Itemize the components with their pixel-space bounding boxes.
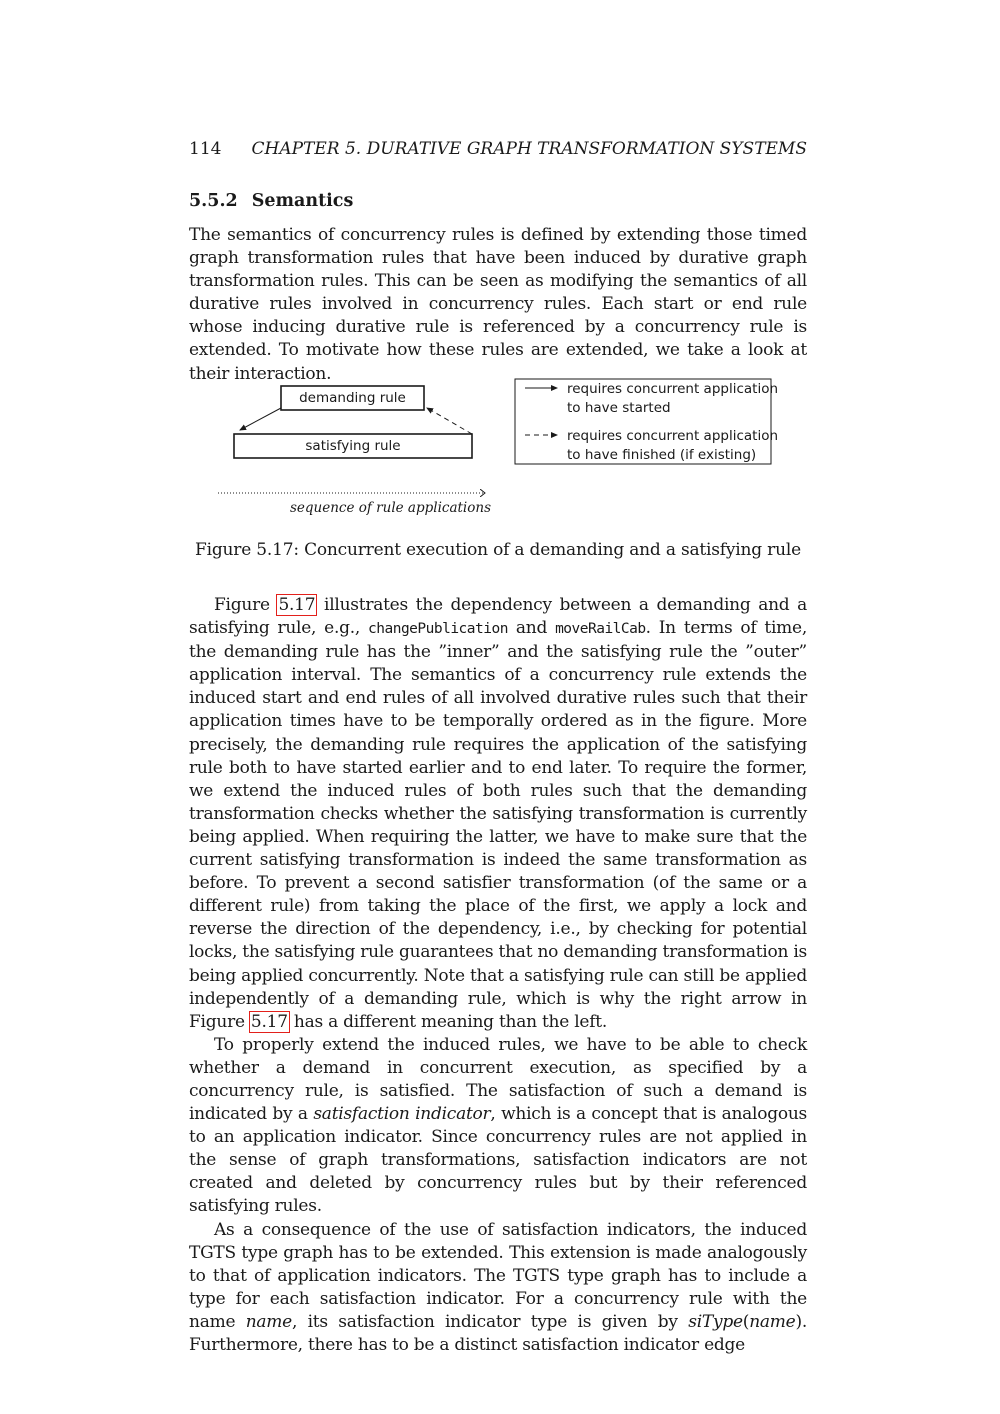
paragraph-satisfaction xyxy=(189,1034,807,1219)
figure-diagram xyxy=(189,372,807,522)
paragraph-dependency xyxy=(189,594,807,1034)
sequence-axis-label: sequence of rule applications xyxy=(289,500,491,516)
figure-5-17 xyxy=(189,372,807,522)
legend-dashed-text-1: requires concurrent application xyxy=(567,428,779,444)
legend-solid-text-2: to have started xyxy=(567,400,671,416)
text-run: Figure xyxy=(214,595,278,615)
chapter-title: CHAPTER 5. DURATIVE GRAPH TRANSFORMATION SYSTEMS xyxy=(251,139,807,159)
legend-dashed-text-2: to have finished (if existing) xyxy=(567,447,757,463)
code-change-publication: changePublication xyxy=(368,621,508,638)
emphasis-satisfaction-indicator: satisfaction indicator xyxy=(313,1104,491,1125)
text-run: To properly extend the induced rules, we have to be able to check whether a demand in concurrent execution, as specified by a concurrency rule, is satisfied. The satisfaction of such a demand is indicated by a xyxy=(189,1034,807,1125)
text-run: . In terms of time, the demanding rule has the ”inner” and the satisfying rule the ”outer” application interval. The semantics of a concurrency rule extends the induced start and end rules of all involved durative rules such that their application times have to be temporally ordered as in the figure. More precisely, the demanding rule requires the application of the satisfying rule both to have started earlier and to end later. To require the former, we extend the induced rules of both rules such that the demanding transformation checks whether the satisfying transformation is currently being applied. When requiring the latter, we have to make sure that the current satisfying transformation is indeed the same transformation as before. To prevent a second satisfier transformation (of the same or a different rule) from taking the place of the first, we apply a lock and reverse the direction of the dependency, i.e., by checking for potential locks, the satisfying rule guarantees that no demanding transformation is being applied concurrently. Note that a satisfying rule can still be applied independently of a demanding rule, which is why the right arrow in Figure xyxy=(189,618,808,1032)
paragraph-type-graph xyxy=(189,1219,807,1358)
document-page xyxy=(189,0,807,1414)
emphasis-name: name xyxy=(749,1311,796,1332)
figure-reference-link[interactable]: 5.17 xyxy=(250,1011,288,1032)
text-run: , its satisfaction indicator type is given by xyxy=(291,1311,689,1332)
satisfying-rule-label: satisfying rule xyxy=(305,438,401,454)
text-run: As a consequence of the use of satisfaction indicators, the induced TGTS type graph has to be extended. This extension is made analogously to that of application indicators. The TGTS type graph has to include a type for each satisfaction indicator. For a concurrency rule with the name xyxy=(189,1219,807,1332)
text-run: ). Furthermore, there has to be a distinct satisfaction indicator edge xyxy=(189,1311,807,1355)
emphasis-sitype: siType xyxy=(688,1311,743,1332)
text-run: ( xyxy=(742,1311,750,1332)
legend-solid-text-1: requires concurrent application xyxy=(567,381,779,397)
finished-dependency-arrow xyxy=(427,408,472,434)
section-title: Semantics xyxy=(251,191,354,211)
code-move-railcab: moveRailCab xyxy=(555,621,646,638)
section-number: 5.5.2 xyxy=(189,191,238,211)
page-number: 114 xyxy=(189,139,222,159)
emphasis-name: name xyxy=(245,1311,292,1332)
section-heading xyxy=(189,189,353,213)
running-header xyxy=(189,137,807,161)
figure-caption: Figure 5.17: Concurrent execution of a demanding and a satisfying rule xyxy=(195,540,801,560)
figure-reference-link[interactable]: 5.17 xyxy=(278,595,316,615)
main-text xyxy=(189,594,807,1357)
text-run: and xyxy=(507,618,556,639)
paragraph-intro: The semantics of concurrency rules is defined by extending those timed graph transformation rules that have been induced by durative graph transformation rules. This can be seen as modifying the semantics of all durative rules involved in concurrency rules. Each start or end rule whose inducing durative rule is referenced by a concurrency rule is extended. To motivate how these rules are extended, we take a look at their interaction. xyxy=(189,225,807,384)
text-run: has a different meaning than the left. xyxy=(288,1011,607,1032)
text-run: , which is a concept that is analogous to an application indicator. Since concurrency rules are not applied in the sense of graph transformations, satisfaction indicators are not created and deleted by concurrency rules but by their referenced satisfying rules. xyxy=(189,1104,807,1217)
demanding-rule-label: demanding rule xyxy=(299,390,406,406)
text-run: illustrates the dependency between a demanding and a satisfying rule, e.g., xyxy=(189,595,807,639)
started-dependency-arrow xyxy=(240,408,281,430)
